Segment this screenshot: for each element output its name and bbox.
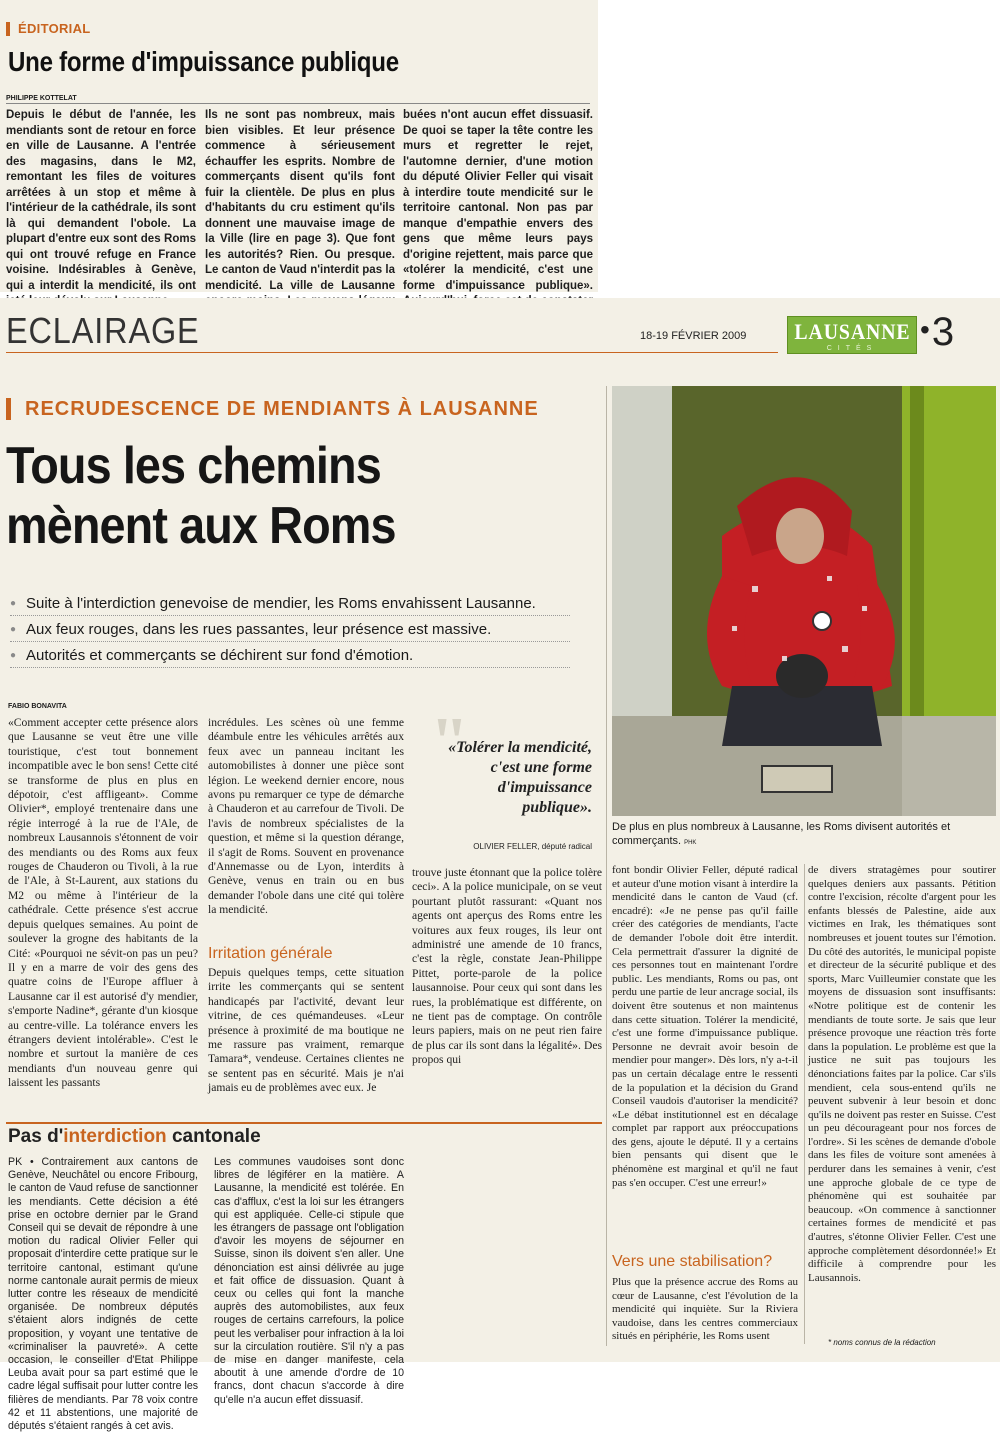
editorial-author: PHILIPPE KOTTELAT bbox=[6, 95, 590, 104]
sidebar-box-column-2 bbox=[214, 1156, 404, 1407]
page-bullet: • bbox=[920, 314, 930, 345]
newspaper-logo bbox=[787, 316, 917, 354]
article-column-2a: incrédules. Les scènes où une femme déambule entre les véhicules arrêtés aux feux avec un panneau incitant les automobilistes à donner une pièce sont légion. Le weekend dernier encore, nous avons pu remarquer ce type de démarche à Chauderon et au carrefour de Tivoli. De l'avis de nombreux spécialistes de la question, et même si la question dérange, il s'agit de Roms. Souvent en provenance d'Annemasse ou de Lyon, interdits à Genève, venus en train ou en bus demander l'obole dans une cité qui tolère la mendicité. bbox=[208, 716, 404, 917]
summary-bullet-1: ● Suite à l'interdiction genevoise de mendier, les Roms envahissent Lausanne. bbox=[10, 594, 570, 616]
editorial-title: Une forme d'impuissance publique bbox=[8, 46, 399, 77]
box-title-pre: Pas d' bbox=[8, 1126, 64, 1147]
sidebar-box-header bbox=[6, 1122, 602, 1150]
headline-line-1: Tous les chemins bbox=[6, 437, 381, 495]
editorial-column-3: buées n'ont aucun effet dissuasif. De quoi se taper la tête contre les murs et regretter le rejet, l'automne dernier, d'une motion du député Olivier Feller qui visait à interdire toute mendicité sur le territoire cantonal. Non pas par manque d'empathie envers des gens que même leurs pays d'origine rejettent, mais parce que «tolérer la mendicité, c'est une forme d'impuissance publique». bbox=[403, 109, 593, 292]
box-title-highlight: interdiction bbox=[63, 1126, 167, 1147]
page-number bbox=[920, 310, 954, 355]
pull-quote-author: OLIVIER FELLER, député radical bbox=[473, 842, 592, 851]
editorial-column-2: Ils ne sont pas nombreux, mais bien visibles. Et leur présence commence à sérieusement échauffer les esprits. Nombre de commerçants disent qu'ils font fuir la clientèle. De plus en plus d'habitants du cru estiment qu'ils donnent une mauvaise image de la Ville (lire en page 3). Que font les autorités? Rien. Ou presque. Le canton de Vaud n'interdit pas la mendicité. La ville de Lausanne bbox=[205, 109, 395, 292]
article-column-3: trouve juste étonnant que la police tolère ceci». A la police municipale, on se veut pourtant plutôt rassurant: «Quant nos agents ont aperçus des Roms entre les voitures aux feux rouges, ils leur ont administré une amende de 10 francs, c'est la règle, constate Jean-Philippe Pittet, porte-parole de la police lausannoise. Pour ceux qui sont dans les rues, la problématique est différente, on ne tient pas de comptage. On contrôle leurs papiers, mais on ne peut rien faire de plus car ils sont dans la légalité». Des propos qui bbox=[412, 866, 602, 1067]
pull-quote-text: «Tolérer la mendicité, c'est une forme d'impuissance publique». bbox=[448, 739, 592, 816]
caption-credit: PHK bbox=[684, 840, 697, 846]
logo-subtitle: CITÉS bbox=[826, 345, 878, 352]
quote-mark-icon: " bbox=[430, 704, 469, 781]
box-column-2-text: Les communes vaudoises sont donc libres de légiférer en la matière. A Lausanne, la mendicité est tolérée. En cas d'afflux, c'est la loi sur les étrangers qui est appliquée. Celle-ci stipule que les étrangers de passage ont l'obligation d'avoir les moyens de séjourner en Suisse, sinon ils doivent s'en aller. Une dénonciation est ainsi délivrée au juge et fait office de dissuasion. Quant à ceux ou celles qui font la manche auprès des automobilistes, aux feux rouges de certains carrefours, la police peut les verbaliser pour infraction à la loi sur la circulation routière. S'il n'y a pas de mise en danger manifeste, cela aboutit à une amende d'ordre de 10 francs, dont chacun s'accorde à dire qu'elle n'a aucun effet dissuasif. bbox=[214, 1156, 404, 1406]
section-heading-stabilisation: Vers une stabilisation? bbox=[612, 1253, 773, 1270]
summary-bullet-2: ● Aux feux rouges, dans les rues passantes, leur présence est massive. bbox=[10, 620, 570, 642]
footnote: * noms connus de la rédaction bbox=[828, 1338, 936, 1347]
photo-illustration bbox=[612, 386, 996, 816]
column-divider bbox=[804, 864, 805, 1344]
article-column-4b: Plus que la présence accrue des Roms au cœur de Lausanne, c'est l'évolution de la mendicité qui inquiète. Sur la Riviera vaudoise, dans les centres commerciaux situés en périphérie, les Roms usent bbox=[612, 1276, 798, 1343]
article-column-4a: font bondir Olivier Feller, député radical et auteur d'une motion visant à interdire la mendicité dans le canton de Vaud (cf. encadré): «Je ne pense pas qu'il faille créer des catégories de mendiants, l'acte de demander l'obole doit être interdit. Cela permettrait d'assurer la dignité de ces personnes tout en maintenant l'ordre public. Les mendiants, Roms ou pas, ont perdu une partie de leur ancrage social, ils doivent être soutenus et non maintenus dans cette situation. Tolérer la mendicité, c'est une forme d'impuissance publique. Personne ne devrait avoir besoin de mendier pour manger». Dès lors, n'y a-t-il pas un certain décalage entre le ressenti de la population et la décision du Grand Conseil vaudois d'autoriser la mendicité? «Le débat institutionnel est en décalage complet par rapport aux préoccupations des gens, ajoute le député. Il y a certains bien pensants qui disent que le phénomène est marginal et qu'il ne faut pas s'en occuper. C'est une erreur!» bbox=[612, 864, 798, 1189]
article-subhead: RECRUDESCENCE DE MENDIANTS À LAUSANNE bbox=[6, 398, 539, 420]
sidebar-box-column-1 bbox=[8, 1156, 198, 1433]
headline-line-2: mènent aux Roms bbox=[6, 497, 396, 555]
article-page bbox=[0, 298, 1000, 1433]
article-column-1: «Comment accepter cette présence alors que Lausanne se veut être une ville touristique, c'est tout bonnement incompatible avec le bon sens! Cette cité se transforme de plus en plus en dépotoir, c'est affligeant». Comme Olivier*, employé trentenaire dans une régie interrogé à la rue de l'Ale, de nombreux Lausannois s'étonnent de voir des mendiants ou des Roms aux feux rouges de Chauderon ou Tivoli, à la rue de l'Ale, à St-Laurent, aux stations du M2 ou même à l'intérieur de la cathédrale. Cette présence s'est accrue depuis quelques semaines. Au point de soulever la grogne des habitants de la Cité: «Pourquoi ne sévit-on pas un peu? Il y en a marre de voir des gens des quatre coins de l'Europe affluer à Lausanne car il est autorisé d'y mendier, s'emporte Nadine*, gérante d'un kiosque au centre-ville. La tolérance envers les étrangers devient intolérable». C'est le nombre et surtout la manière de ces mendiants d'un nouveau genre qui laissent les passants bbox=[8, 716, 198, 1090]
page-number-value: 3 bbox=[931, 310, 955, 354]
editorial-kicker: ÉDITORIAL bbox=[6, 22, 91, 36]
photo-caption bbox=[612, 820, 996, 850]
logo-text: LAUSANNE bbox=[794, 319, 911, 344]
pull-quote bbox=[430, 704, 596, 851]
summary-bullets bbox=[10, 594, 570, 672]
caption-text: De plus en plus nombreux à Lausanne, les Roms divisent autorités et commerçants. bbox=[612, 821, 951, 847]
article-byline: FABIO BONAVITA bbox=[8, 703, 67, 710]
editorial-column-1: Depuis le début de l'année, les mendiants sont de retour en force en ville de Lausanne. A l'entrée des magasins, dans le M2, remontant les files de voitures arrêtées à un stop et même à l'intérieur de la cathédrale, ils sont là qui demandent l'obole. La plupart d'entre eux sont des Roms qui ont trouvé refuge en France voisine. Indésirables à Genève, qui a interdit la mendicité, ils ont bbox=[6, 109, 196, 292]
section-heading-irritation: Irritation générale bbox=[208, 945, 333, 962]
article-column-2b: Depuis quelques temps, cette situation irrite les commerçants qui se sentent handicapés par l'activité, devant leur vitrine, de ces quémandeuses. «Leur présence à proximité de ma boutique ne me rassure pas vraiment, remarque Tamara*, vendeuse. Certaines clientes ne se sentent pas en sécurité. Mais je n'ai jamais eu de problèmes avec eux. Je bbox=[208, 966, 404, 1095]
rubric-divider bbox=[6, 352, 778, 353]
summary-bullet-3: ● Autorités et commerçants se déchirent sur fond d'émotion. bbox=[10, 646, 570, 668]
column-divider bbox=[606, 386, 607, 1346]
box-title-post: cantonale bbox=[166, 1126, 261, 1147]
box-column-1-text: PK • Contrairement aux cantons de Genève, Neuchâtel ou encore Fribourg, le canton de Vaud refuse de sanctionner les mendiants. Cette décision a été prise en octobre dernier par le Grand Conseil qui se devait de répondre à une motion du radical Olivier Feller qui proposait d'interdire cette pratique sur le territoire cantonal, estimant qu'une norme cantonale aurait permis de mieux lutter contre les réseaux de mendicité organisée. De nombreux députés s'étaient alors indignés de cette proposition, y voyant une tentative de «criminaliser la pauvreté». A cette occasion, le conseiller d'Etat Philippe Leuba avait pour sa part estimé que le cadre légal suffisait pour lutter contre les filières de mendiants. Par 78 voix contre 42 et 11 abstentions, une majorité de députés s'étaient rangés à cet avis. bbox=[8, 1156, 199, 1433]
article-column-5: de divers stratagèmes pour soutirer quelques deniers aux passants. Pétition contre l'excision, récolte d'argent pour les enfants blessés de Palestine, aide aux victimes en Irak, les thématiques sont nombreuses et jouent toutes sur l'émotion. Du côté des autorités, le municipal popiste et directeur de la sécurité publique et des sports, Marc Vuilleumier constate que les moyens de dissuasion sont insuffisants: «Notre politique est de contenir les mendiants de toute sorte. Je sais que leur présence provoque une réaction très forte dans la population. Le problème est que la justice ne suit pas toujours les dénonciations faites par la police. Car s'ils mendient, cela sous-entend qu'ils ne peuvent subvenir à leur besoin et donc qu'ils ne doivent pas rester en Suisse. C'est un peu décourageant pour nos forces de l'ordre». Si les scènes de demande d'obole dans les files de voiture sont amenées à perdurer dans les semaines à venir, c'est une approche globale de ce type de phénomène qui est souhaitée par beaucoup. «On commence à sanctionner certaines formes de mendicité et pas d'autres, s'étonne Olivier Feller. C'est une approche complètement désordonnée!» Et difficile à comprendre pour les Lausannois. bbox=[808, 864, 996, 1284]
editorial-clipping bbox=[0, 0, 598, 292]
sidebar-box-title bbox=[8, 1126, 261, 1148]
article-photo bbox=[612, 386, 996, 816]
issue-date: 18-19 FÉVRIER 2009 bbox=[640, 330, 747, 342]
rubric-title: ECLAIRAGE bbox=[6, 310, 200, 351]
article-headline bbox=[6, 436, 396, 556]
